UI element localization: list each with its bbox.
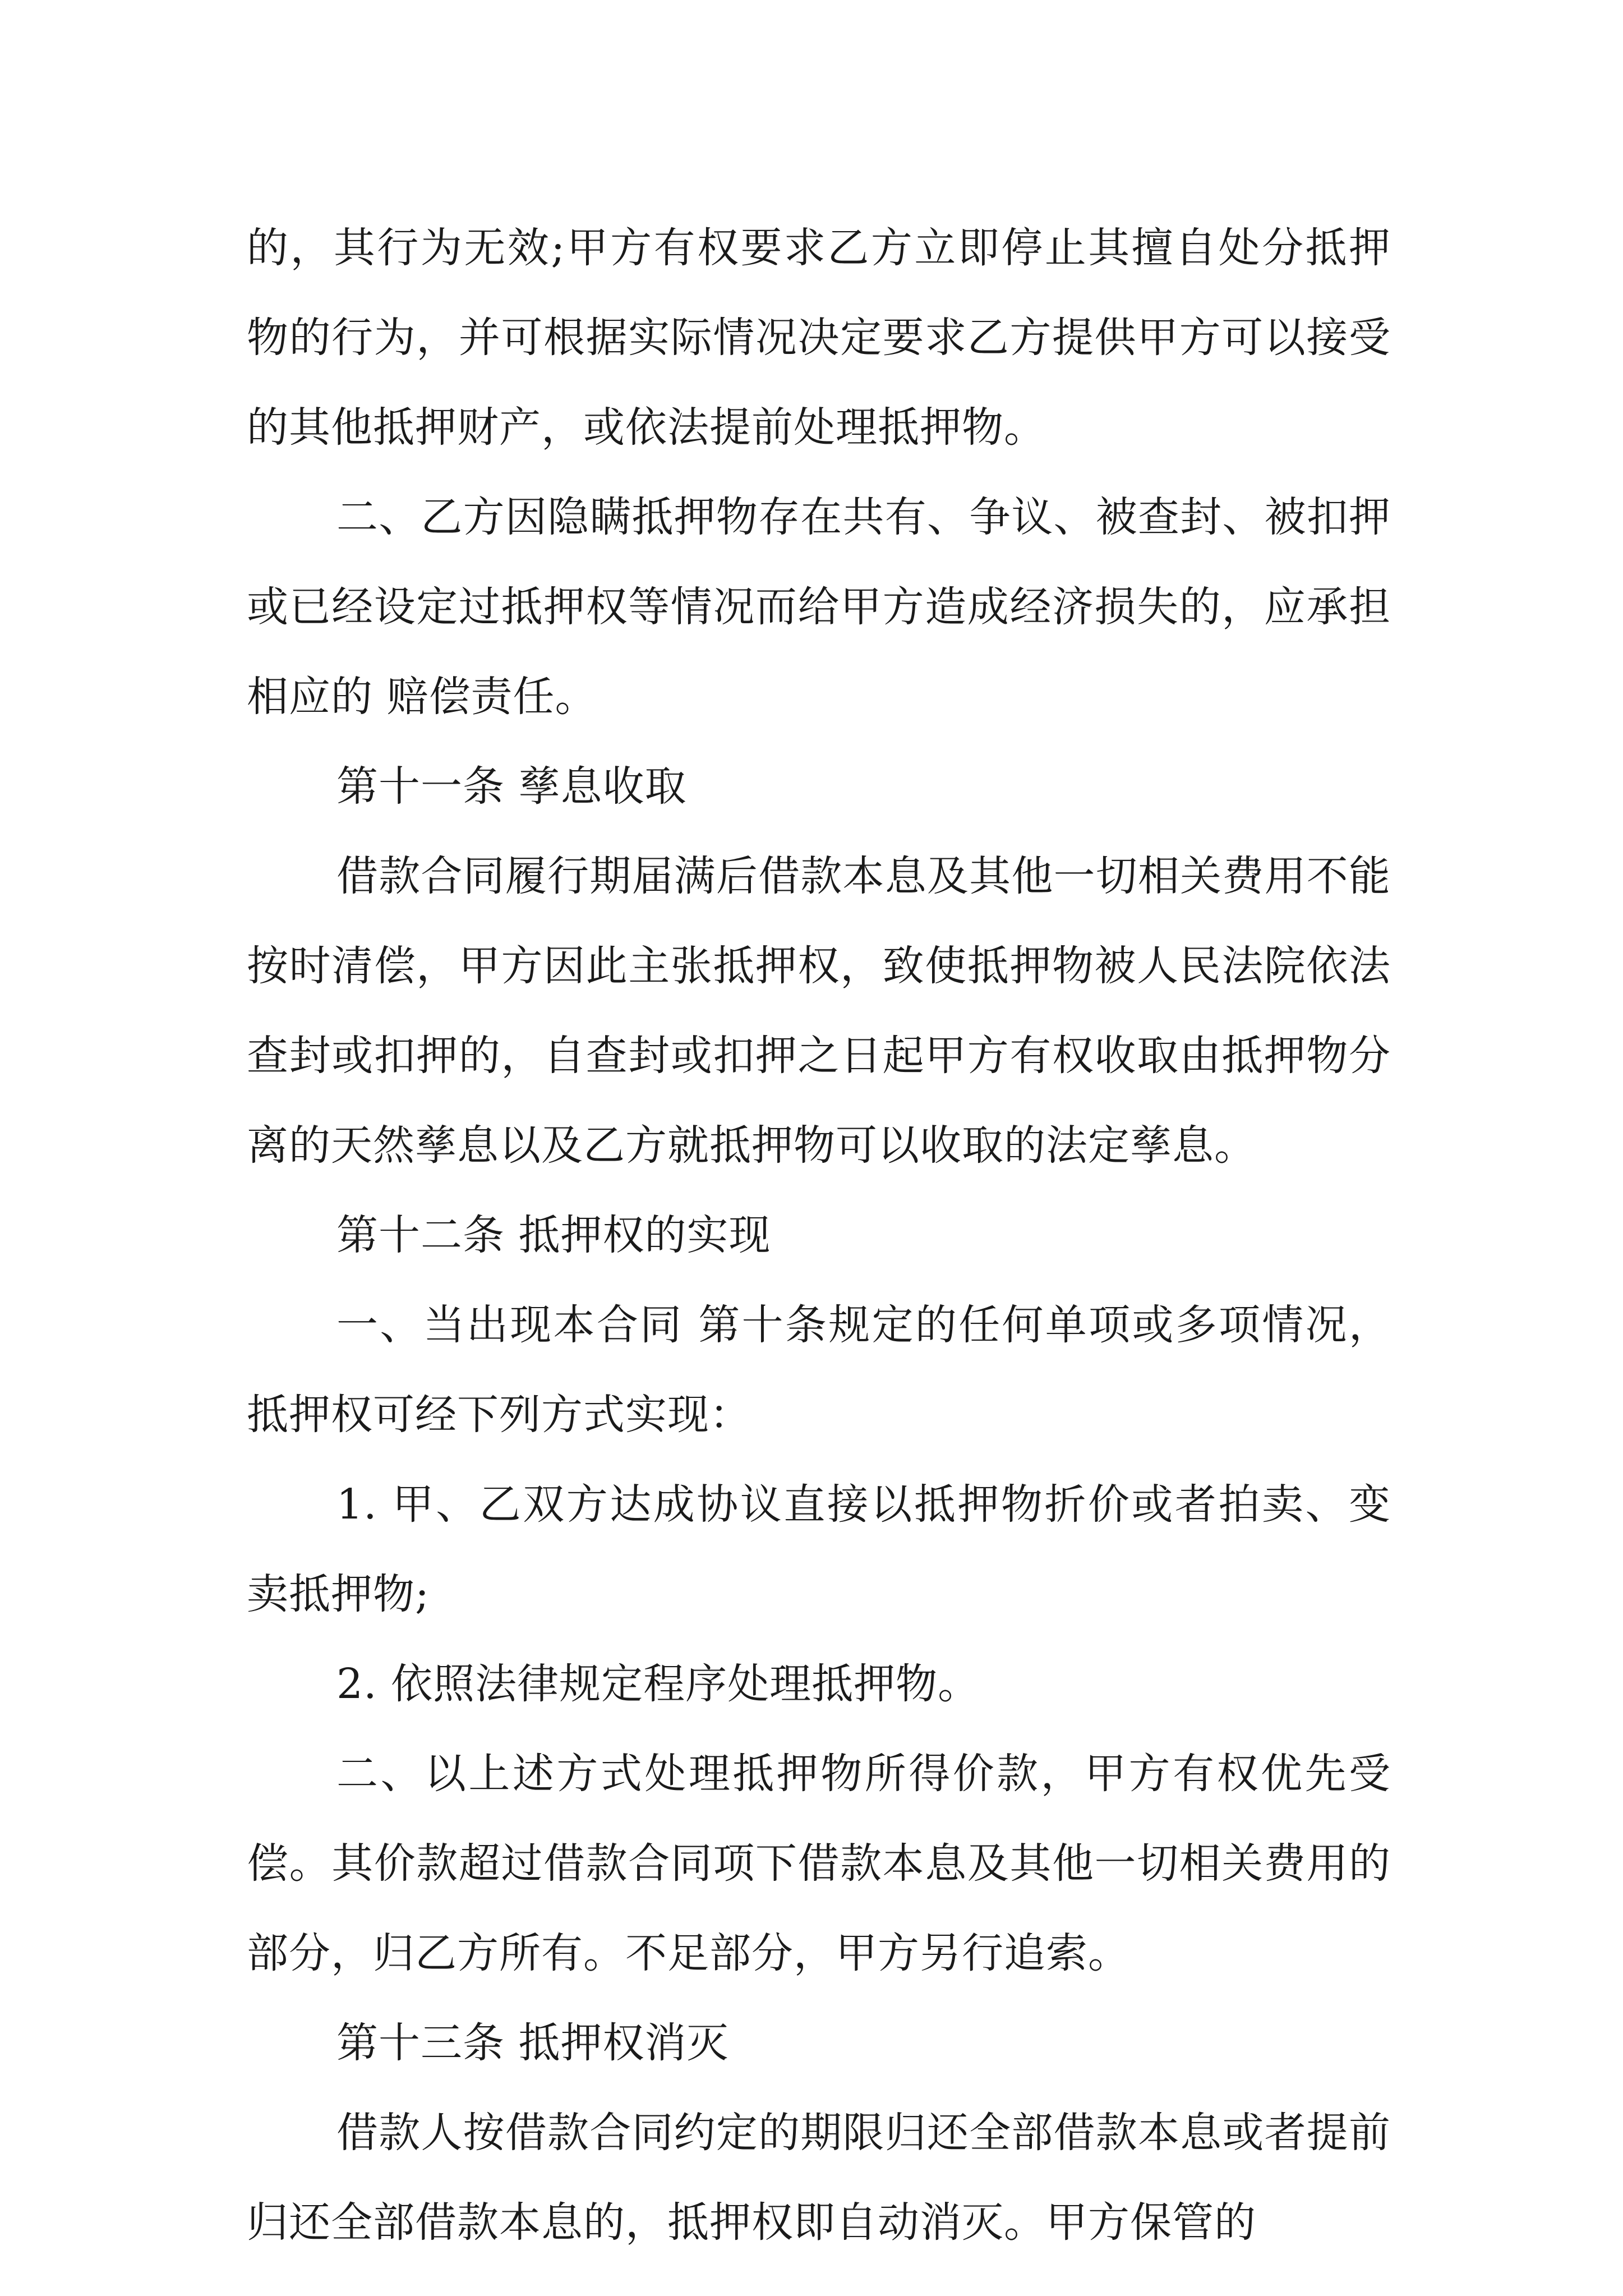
document-body [247,203,1391,2267]
paragraph: 的，其行为无效;甲方有权要求乙方立即停止其擅自处分抵押物的行为，并可根据实际情况决定要求乙方提供甲方可以接受的其他抵押财产，或依法提前处理抵押物。 [247,224,1391,452]
section-heading: 第十一条 孳息收取 [336,762,687,811]
section-heading: 第十三条 抵押权消灭 [336,2019,729,2067]
list-item: 1. 甲、乙双方达成协议直接以抵押物折价或者拍卖、变卖抵押物; [247,1480,1391,1618]
paragraph: 借款人按借款合同约定的期限归还全部借款本息或者提前归还全部借款本息的，抵押权即自动消灭。甲方保管的 [247,2109,1391,2247]
paragraph: 借款合同履行期届满后借款本息及其他一切相关费用不能按时清偿，甲方因此主张抵押权，致使抵押物被人民法院依法查封或扣押的，自查封或扣押之日起甲方有权收取由抵押物分离的天然孳息以及乙方就抵押物可以收取的法定孳息。 [247,852,1391,1170]
paragraph: 二、乙方因隐瞒抵押物存在共有、争议、被查封、被扣押或已经设定过抵押权等情况而给甲方造成经济损失的，应承担相应的 赔偿责任。 [247,493,1391,721]
list-item: 2. 依照法律规定程序处理抵押物。 [336,1660,980,1708]
paragraph: 一、当出现本合同 第十条规定的任何单项或多项情况，抵押权可经下列方式实现： [247,1301,1391,1439]
section-heading: 第十二条 抵押权的实现 [336,1211,771,1259]
paragraph: 二、以上述方式处理抵押物所得价款，甲方有权优先受偿。其价款超过借款合同项下借款本息及其他一切相关费用的部分，归乙方所有。不足部分，甲方另行追索。 [247,1750,1391,1977]
